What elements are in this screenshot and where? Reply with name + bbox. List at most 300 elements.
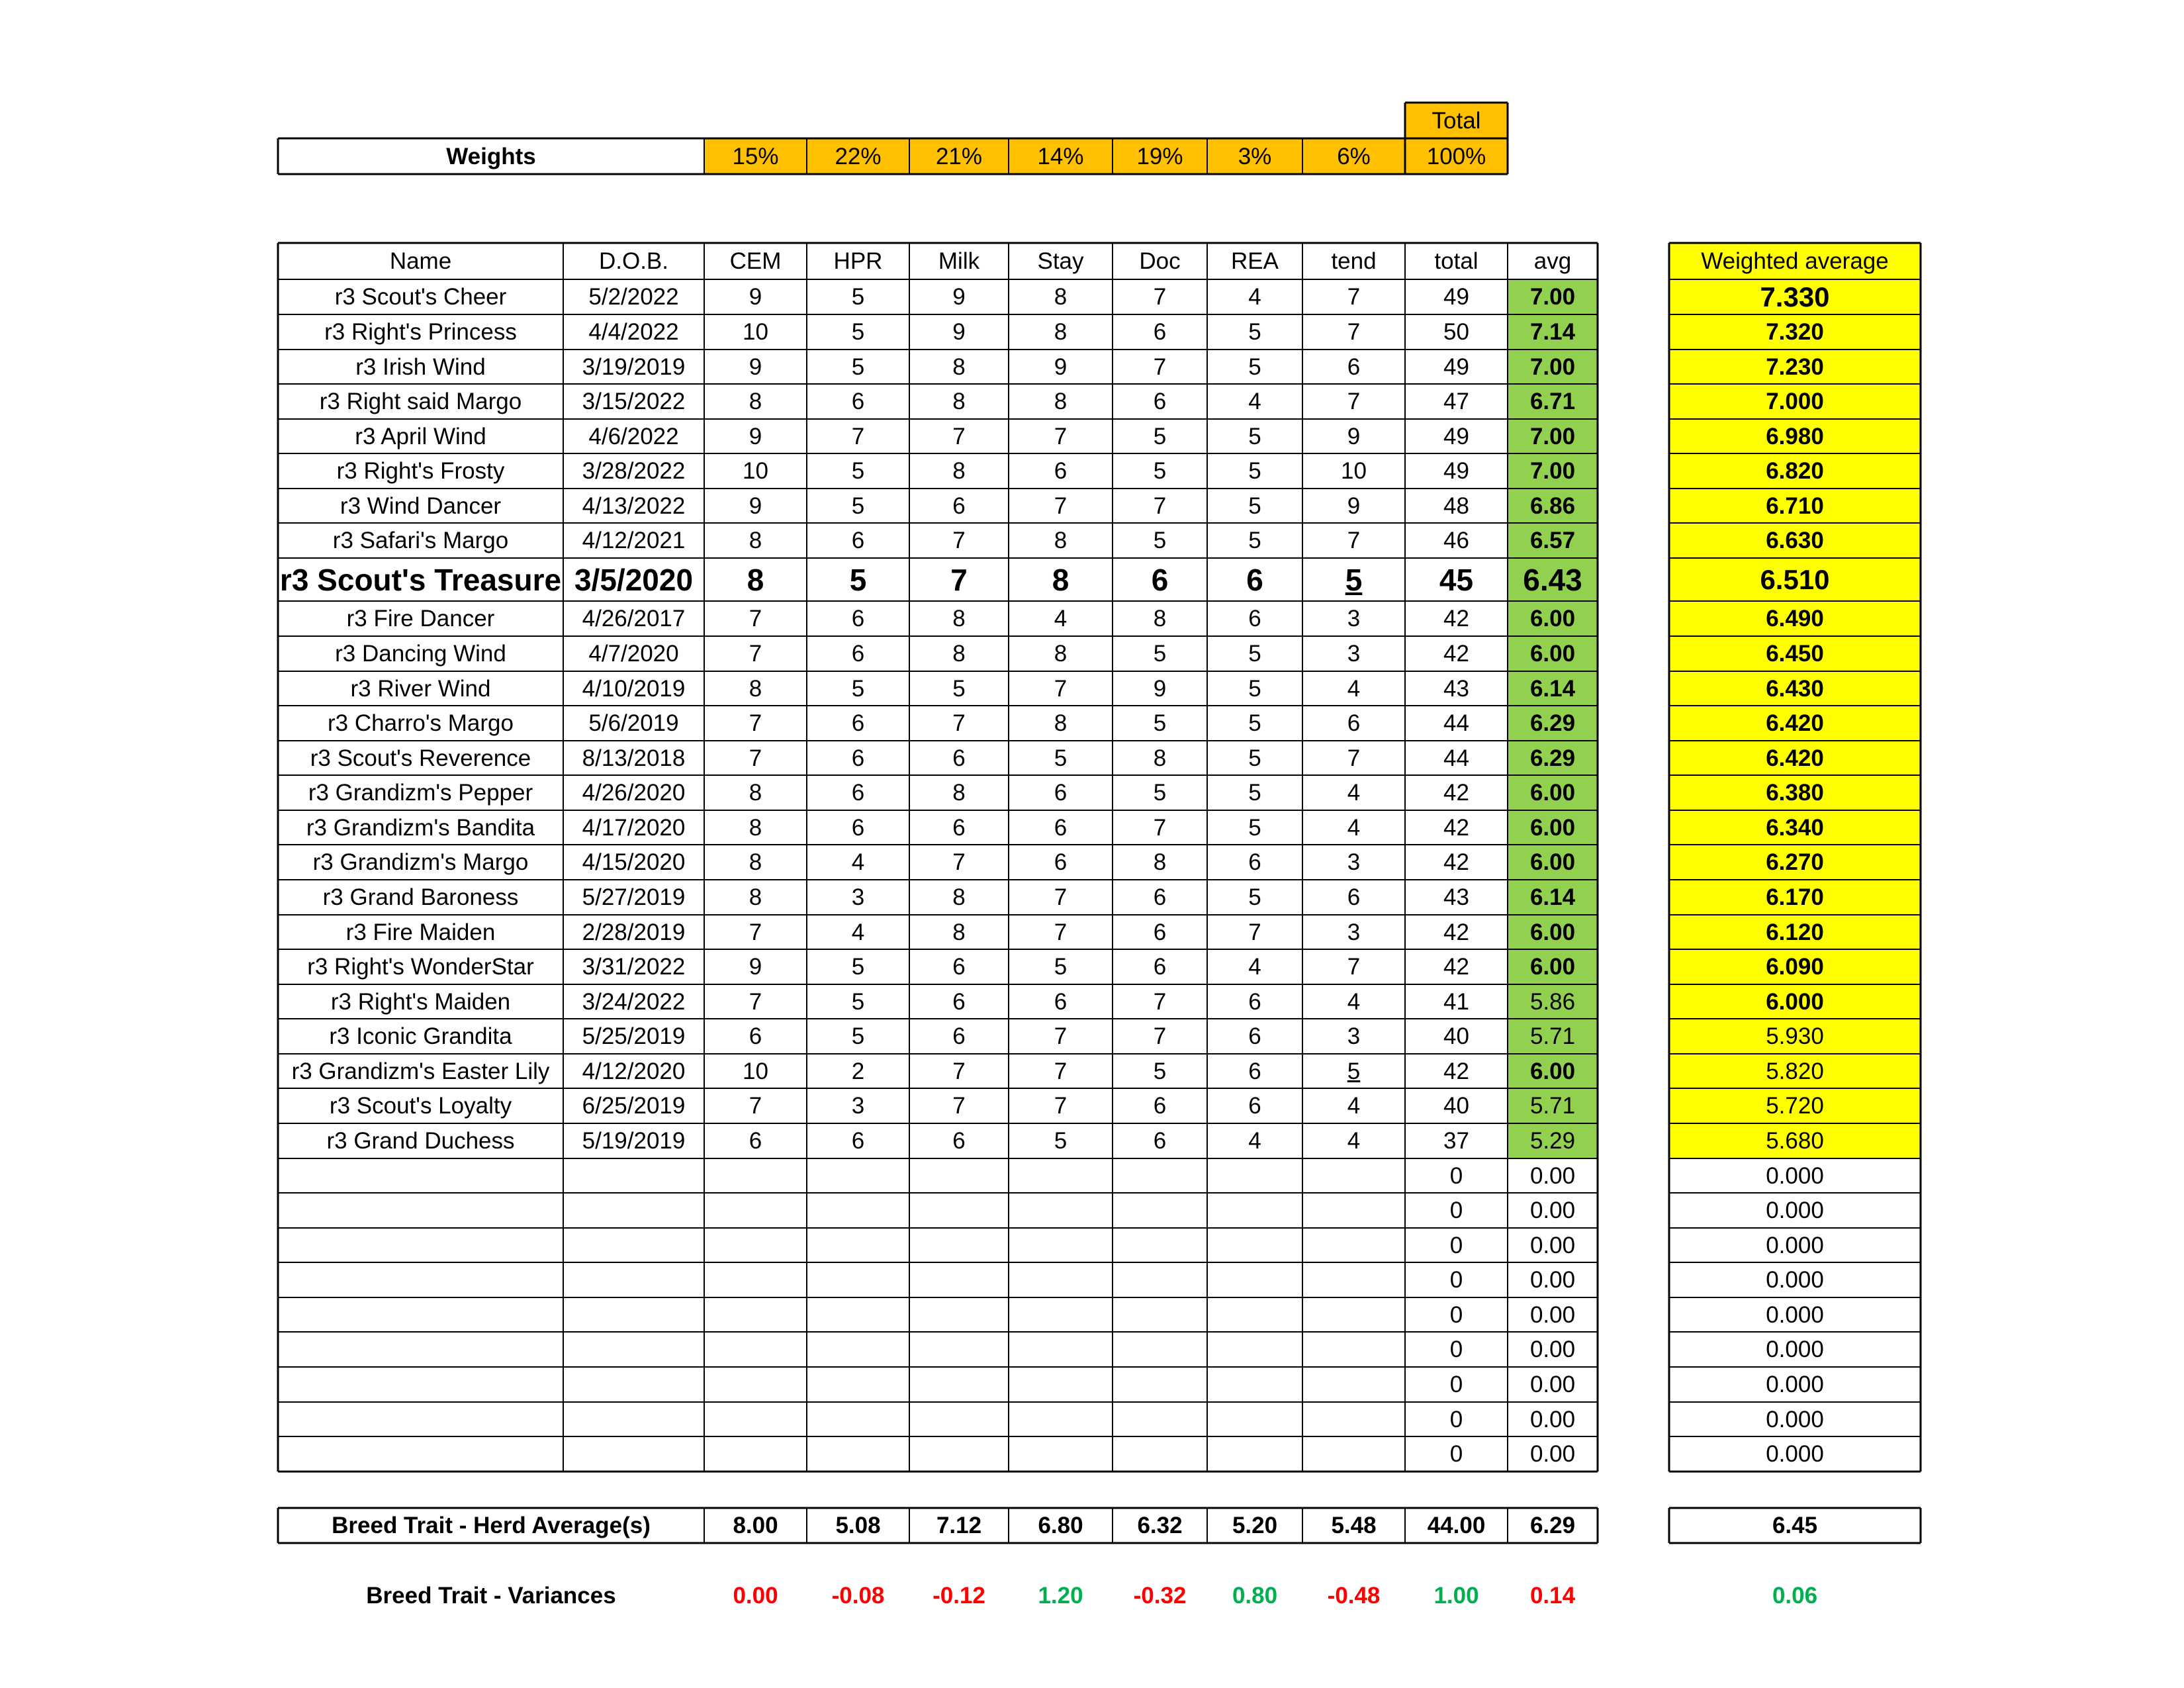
row-26-stay: [1009, 1158, 1113, 1193]
row-8-name: r3 Safari's Margo: [332, 528, 509, 553]
variance-rea: 0.80: [1232, 1583, 1278, 1609]
row-8-stay: 8: [1054, 528, 1068, 553]
weight-stay: 14%: [1009, 138, 1113, 174]
row-18-name: r3 Grand Baroness: [322, 884, 519, 910]
variance-total: 1.00: [1433, 1583, 1479, 1609]
row-10-tend: 3: [1347, 606, 1361, 632]
row-29-dob: [563, 1262, 704, 1297]
row-7-milk: 6: [952, 492, 966, 519]
row-31-avg: 0.00: [1529, 1336, 1576, 1362]
row-10-weighted-average: 6.490: [1669, 601, 1921, 636]
row-12-doc: 9: [1153, 675, 1167, 702]
row-33-tend: [1302, 1402, 1405, 1436]
row-31-dob: [563, 1332, 704, 1367]
row-25-dob: 5/19/2019: [582, 1128, 686, 1154]
row-31-rea: [1207, 1332, 1302, 1367]
row-25-avg: 5.29: [1508, 1123, 1598, 1158]
row-6-milk: 8: [952, 458, 966, 484]
row-18-rea: 5: [1248, 884, 1261, 910]
row-22-doc: 7: [1153, 1023, 1167, 1049]
variance-hpr: -0.08: [831, 1583, 885, 1609]
row-14-rea: 5: [1248, 745, 1261, 771]
row-4-rea: 4: [1248, 389, 1261, 414]
row-12-rea: 5: [1248, 675, 1261, 702]
row-26-rea: [1207, 1158, 1302, 1193]
row-25-name: r3 Grand Duchess: [326, 1128, 515, 1154]
row-13-weighted-average: 6.420: [1669, 706, 1921, 741]
row-14-cem: 7: [749, 745, 762, 771]
row-22-rea: 6: [1248, 1023, 1261, 1049]
row-16-dob: 4/17/2020: [582, 814, 686, 841]
herd-average-hpr: 5.08: [835, 1513, 881, 1538]
row-19-avg: 6.00: [1508, 915, 1598, 949]
weight-milk: 21%: [909, 138, 1009, 174]
row-6-dob: 3/28/2022: [582, 458, 686, 484]
row-24-hpr: 3: [851, 1093, 865, 1119]
row-34-dob: [563, 1436, 704, 1472]
row-29-rea: [1207, 1262, 1302, 1297]
row-2-doc: 6: [1153, 319, 1167, 345]
herd-average-rea: 5.20: [1232, 1513, 1278, 1538]
row-7-tend: 9: [1347, 492, 1361, 519]
row-30-rea: [1207, 1297, 1302, 1332]
variance-doc: -0.32: [1133, 1583, 1187, 1609]
row-27-dob: [563, 1193, 704, 1228]
row-8-milk: 7: [952, 528, 966, 553]
row-33-weighted-average: 0.000: [1766, 1406, 1824, 1432]
row-30-stay: [1009, 1297, 1113, 1332]
row-9-total: 45: [1439, 562, 1474, 597]
row-26-hpr: [807, 1158, 909, 1193]
herd-average-tend: 5.48: [1331, 1513, 1377, 1538]
row-1-name: r3 Scout's Cheer: [334, 284, 507, 310]
row-2-weighted-average: 7.320: [1669, 314, 1921, 350]
row-24-weighted-average: 5.720: [1669, 1088, 1921, 1123]
row-34-name: [278, 1436, 563, 1472]
row-4-weighted-average: 7.000: [1669, 384, 1921, 419]
row-18-avg: 6.14: [1508, 880, 1598, 915]
row-1-tend: 7: [1347, 284, 1361, 310]
row-31-hpr: [807, 1332, 909, 1367]
row-4-milk: 8: [952, 389, 966, 414]
row-33-hpr: [807, 1402, 909, 1436]
variance-cem: 0.00: [733, 1583, 778, 1609]
row-23-weighted-average: 5.820: [1669, 1054, 1921, 1088]
row-14-tend: 7: [1347, 745, 1361, 771]
row-32-cem: [704, 1367, 807, 1402]
row-18-total: 43: [1443, 884, 1469, 910]
row-28-name: [278, 1228, 563, 1262]
header-cem: CEM: [729, 248, 782, 274]
row-6-weighted-average: 6.820: [1669, 453, 1921, 489]
row-34-rea: [1207, 1436, 1302, 1472]
row-23-avg: 6.00: [1508, 1054, 1598, 1088]
row-17-total: 42: [1443, 849, 1469, 875]
herd-average-cem: 8.00: [733, 1513, 778, 1538]
row-6-avg: 7.00: [1508, 453, 1598, 489]
herd-average-milk: 7.12: [936, 1513, 982, 1538]
row-12-milk: 5: [952, 675, 966, 702]
row-32-rea: [1207, 1367, 1302, 1402]
row-21-cem: 7: [749, 988, 762, 1015]
row-32-tend: [1302, 1367, 1405, 1402]
row-30-dob: [563, 1297, 704, 1332]
row-27-doc: [1113, 1193, 1207, 1228]
row-10-milk: 8: [952, 606, 966, 632]
row-10-name: r3 Fire Dancer: [346, 606, 495, 632]
row-29-total: 0: [1449, 1267, 1463, 1293]
row-5-tend: 9: [1347, 423, 1361, 449]
row-1-rea: 4: [1248, 284, 1261, 310]
row-23-total: 42: [1443, 1058, 1469, 1084]
row-16-stay: 6: [1054, 814, 1068, 841]
row-29-avg: 0.00: [1529, 1267, 1576, 1293]
row-9-cem: 8: [747, 562, 764, 597]
row-9-weighted-average: 6.510: [1669, 558, 1921, 601]
row-1-total: 49: [1443, 284, 1469, 310]
row-9-tend: 5: [1345, 562, 1363, 597]
row-17-doc: 8: [1153, 849, 1167, 875]
row-22-weighted-average: 5.930: [1669, 1019, 1921, 1054]
row-12-stay: 7: [1054, 675, 1068, 702]
row-10-cem: 7: [749, 606, 762, 632]
row-4-stay: 8: [1054, 389, 1068, 414]
row-11-doc: 5: [1153, 641, 1167, 667]
row-28-weighted-average: 0.000: [1766, 1232, 1824, 1258]
row-11-avg: 6.00: [1508, 636, 1598, 671]
row-14-weighted-average: 6.420: [1669, 741, 1921, 775]
row-19-name: r3 Fire Maiden: [345, 919, 496, 945]
row-14-avg: 6.29: [1508, 741, 1598, 775]
row-10-rea: 6: [1248, 606, 1261, 632]
row-21-tend: 4: [1347, 988, 1361, 1015]
row-3-doc: 7: [1153, 353, 1167, 380]
row-34-weighted-average: 0.000: [1766, 1441, 1824, 1467]
row-24-total: 40: [1443, 1093, 1469, 1119]
row-9-hpr: 5: [849, 562, 867, 597]
row-19-weighted-average: 6.120: [1669, 915, 1921, 949]
row-9-stay: 8: [1052, 562, 1069, 597]
row-21-hpr: 5: [851, 988, 865, 1015]
row-26-total: 0: [1449, 1162, 1463, 1189]
row-19-cem: 7: [749, 919, 762, 945]
row-13-milk: 7: [952, 710, 966, 736]
row-13-cem: 7: [749, 710, 762, 736]
row-22-hpr: 5: [851, 1023, 865, 1049]
herd-average-avg: 6.29: [1529, 1513, 1576, 1538]
row-22-tend: 3: [1347, 1023, 1361, 1049]
row-25-weighted-average: 5.680: [1669, 1123, 1921, 1158]
row-17-tend: 3: [1347, 849, 1361, 875]
row-21-doc: 7: [1153, 988, 1167, 1015]
row-15-name: r3 Grandizm's Pepper: [308, 780, 533, 806]
variance-tend: -0.48: [1327, 1583, 1381, 1609]
row-3-cem: 9: [749, 353, 762, 380]
row-7-dob: 4/13/2022: [582, 492, 686, 519]
row-14-dob: 8/13/2018: [582, 745, 686, 771]
weights-total-header: Total: [1405, 103, 1508, 138]
row-6-cem: 10: [743, 458, 768, 484]
row-20-tend: 7: [1347, 954, 1361, 980]
row-18-cem: 8: [749, 884, 762, 910]
row-34-avg: 0.00: [1529, 1441, 1576, 1467]
row-29-milk: [909, 1262, 1009, 1297]
row-5-hpr: 7: [851, 423, 865, 449]
row-2-hpr: 5: [851, 319, 865, 345]
row-20-doc: 6: [1153, 954, 1167, 980]
variance-weighted: 0.06: [1772, 1583, 1818, 1609]
row-1-doc: 7: [1153, 284, 1167, 310]
row-7-weighted-average: 6.710: [1669, 489, 1921, 523]
row-21-rea: 6: [1248, 988, 1261, 1015]
row-8-dob: 4/12/2021: [582, 528, 686, 553]
row-25-cem: 6: [749, 1128, 762, 1154]
row-13-avg: 6.29: [1508, 706, 1598, 741]
row-25-total: 37: [1443, 1128, 1469, 1154]
row-5-avg: 7.00: [1508, 419, 1598, 453]
row-9-rea: 6: [1246, 562, 1263, 597]
row-30-cem: [704, 1297, 807, 1332]
row-12-avg: 6.14: [1508, 671, 1598, 706]
row-4-name: r3 Right said Margo: [319, 389, 522, 414]
row-16-doc: 7: [1153, 814, 1167, 841]
row-3-name: r3 Irish Wind: [355, 353, 486, 380]
row-15-weighted-average: 6.380: [1669, 775, 1921, 810]
row-20-milk: 6: [952, 954, 966, 980]
row-20-weighted-average: 6.090: [1669, 949, 1921, 984]
header-milk: Milk: [938, 248, 980, 274]
row-21-weighted-average: 6.000: [1669, 984, 1921, 1019]
row-23-cem: 10: [743, 1058, 768, 1084]
row-20-stay: 5: [1054, 954, 1068, 980]
variances-label: Breed Trait - Variances: [366, 1583, 616, 1609]
row-26-weighted-average: 0.000: [1766, 1162, 1824, 1189]
row-23-name: r3 Grandizm's Easter Lily: [291, 1058, 550, 1084]
row-26-milk: [909, 1158, 1009, 1193]
row-29-cem: [704, 1262, 807, 1297]
row-13-doc: 5: [1153, 710, 1167, 736]
header-d-o-b-: D.O.B.: [598, 248, 669, 274]
row-33-dob: [563, 1402, 704, 1436]
row-3-stay: 9: [1054, 353, 1068, 380]
row-13-dob: 5/6/2019: [588, 710, 679, 736]
row-26-avg: 0.00: [1529, 1162, 1576, 1189]
row-19-stay: 7: [1054, 919, 1068, 945]
row-18-stay: 7: [1054, 884, 1068, 910]
row-31-cem: [704, 1332, 807, 1367]
row-12-tend: 4: [1347, 675, 1361, 702]
row-22-avg: 5.71: [1508, 1019, 1598, 1054]
row-17-avg: 6.00: [1508, 845, 1598, 880]
header-name: Name: [389, 248, 452, 274]
row-26-tend: [1302, 1158, 1405, 1193]
row-2-total: 50: [1443, 319, 1469, 345]
row-21-avg: 5.86: [1508, 984, 1598, 1019]
row-6-rea: 5: [1248, 458, 1261, 484]
row-12-name: r3 River Wind: [350, 675, 491, 702]
herd-average-weighted: 6.45: [1772, 1513, 1818, 1538]
row-11-milk: 8: [952, 641, 966, 667]
row-11-name: r3 Dancing Wind: [335, 641, 506, 667]
row-27-avg: 0.00: [1529, 1197, 1576, 1223]
row-17-weighted-average: 6.270: [1669, 845, 1921, 880]
row-29-weighted-average: 0.000: [1766, 1267, 1824, 1293]
row-4-hpr: 6: [851, 389, 865, 414]
row-5-milk: 7: [952, 423, 966, 449]
row-6-name: r3 Right's Frosty: [336, 458, 505, 484]
row-21-dob: 3/24/2022: [582, 988, 686, 1015]
row-28-dob: [563, 1228, 704, 1262]
row-20-dob: 3/31/2022: [582, 954, 686, 980]
row-7-rea: 5: [1248, 492, 1261, 519]
row-30-weighted-average: 0.000: [1766, 1301, 1824, 1328]
row-13-tend: 6: [1347, 710, 1361, 736]
row-1-dob: 5/2/2022: [588, 284, 679, 310]
row-11-dob: 4/7/2020: [588, 641, 679, 667]
row-25-stay: 5: [1054, 1128, 1068, 1154]
herd-average-stay: 6.80: [1038, 1513, 1083, 1538]
weight-cem: 15%: [704, 138, 807, 174]
row-22-stay: 7: [1054, 1023, 1068, 1049]
row-11-total: 42: [1443, 641, 1469, 667]
row-29-stay: [1009, 1262, 1113, 1297]
row-7-avg: 6.86: [1508, 489, 1598, 523]
row-16-name: r3 Grandizm's Bandita: [306, 814, 535, 841]
row-34-total: 0: [1449, 1441, 1463, 1467]
row-27-cem: [704, 1193, 807, 1228]
row-21-name: r3 Right's Maiden: [330, 988, 511, 1015]
row-16-weighted-average: 6.340: [1669, 810, 1921, 845]
row-19-rea: 7: [1248, 919, 1261, 945]
row-25-tend: 4: [1347, 1128, 1361, 1154]
header-weighted-average: Weighted average: [1669, 243, 1921, 279]
row-17-name: r3 Grandizm's Margo: [312, 849, 529, 875]
row-2-tend: 7: [1347, 319, 1361, 345]
row-16-cem: 8: [749, 814, 762, 841]
row-16-milk: 6: [952, 814, 966, 841]
row-33-rea: [1207, 1402, 1302, 1436]
row-16-tend: 4: [1347, 814, 1361, 841]
row-21-milk: 6: [952, 988, 966, 1015]
row-16-hpr: 6: [851, 814, 865, 841]
row-34-stay: [1009, 1436, 1113, 1472]
header-spacer: [1598, 243, 1669, 279]
row-14-milk: 6: [952, 745, 966, 771]
row-18-doc: 6: [1153, 884, 1167, 910]
variance-milk: -0.12: [933, 1583, 985, 1609]
row-22-name: r3 Iconic Grandita: [329, 1023, 512, 1049]
row-5-doc: 5: [1153, 423, 1167, 449]
row-12-hpr: 5: [851, 675, 865, 702]
row-27-hpr: [807, 1193, 909, 1228]
row-8-rea: 5: [1248, 528, 1261, 553]
row-22-dob: 5/25/2019: [582, 1023, 686, 1049]
row-30-avg: 0.00: [1529, 1301, 1576, 1328]
row-11-tend: 3: [1347, 641, 1361, 667]
row-34-milk: [909, 1436, 1009, 1472]
row-3-dob: 3/19/2019: [582, 353, 686, 380]
row-23-tend: 5: [1347, 1058, 1361, 1084]
header-total: total: [1434, 248, 1479, 274]
row-6-total: 49: [1443, 458, 1469, 484]
herd-average-label: Breed Trait - Herd Average(s): [332, 1513, 651, 1538]
row-20-rea: 4: [1248, 954, 1261, 980]
row-2-avg: 7.14: [1508, 314, 1598, 350]
row-15-total: 42: [1443, 780, 1469, 806]
row-18-weighted-average: 6.170: [1669, 880, 1921, 915]
row-1-weighted-average: 7.330: [1669, 279, 1921, 314]
row-19-dob: 2/28/2019: [582, 919, 686, 945]
weight-rea: 3%: [1207, 138, 1302, 174]
row-3-rea: 5: [1248, 353, 1261, 380]
row-2-stay: 8: [1054, 319, 1068, 345]
row-7-name: r3 Wind Dancer: [340, 492, 502, 519]
row-26-doc: [1113, 1158, 1207, 1193]
row-2-cem: 10: [743, 319, 768, 345]
row-13-name: r3 Charro's Margo: [328, 710, 514, 736]
row-17-stay: 6: [1054, 849, 1068, 875]
row-32-doc: [1113, 1367, 1207, 1402]
row-1-milk: 9: [952, 284, 966, 310]
row-27-name: [278, 1193, 563, 1228]
row-19-tend: 3: [1347, 919, 1361, 945]
row-20-hpr: 5: [851, 954, 865, 980]
row-22-milk: 6: [952, 1023, 966, 1049]
row-33-total: 0: [1449, 1406, 1463, 1432]
row-23-milk: 7: [952, 1058, 966, 1084]
row-1-avg: 7.00: [1508, 279, 1598, 314]
weight-tend: 6%: [1302, 138, 1405, 174]
row-33-stay: [1009, 1402, 1113, 1436]
row-10-total: 42: [1443, 606, 1469, 632]
row-34-cem: [704, 1436, 807, 1472]
row-31-stay: [1009, 1332, 1113, 1367]
row-2-milk: 9: [952, 319, 966, 345]
row-23-rea: 6: [1248, 1058, 1261, 1084]
row-10-dob: 4/26/2017: [582, 606, 686, 632]
row-33-name: [278, 1402, 563, 1436]
row-33-doc: [1113, 1402, 1207, 1436]
weight-doc: 19%: [1113, 138, 1207, 174]
row-10-avg: 6.00: [1508, 601, 1598, 636]
header-stay: Stay: [1037, 248, 1084, 274]
row-28-hpr: [807, 1228, 909, 1262]
row-1-hpr: 5: [851, 284, 865, 310]
row-18-tend: 6: [1347, 884, 1361, 910]
row-12-total: 43: [1443, 675, 1469, 702]
row-11-rea: 5: [1248, 641, 1261, 667]
row-33-milk: [909, 1402, 1009, 1436]
row-32-stay: [1009, 1367, 1113, 1402]
weights-total: 100%: [1405, 138, 1508, 174]
row-32-name: [278, 1367, 563, 1402]
row-20-total: 42: [1443, 954, 1469, 980]
row-24-rea: 6: [1248, 1093, 1261, 1119]
row-32-dob: [563, 1367, 704, 1402]
row-8-hpr: 6: [851, 528, 865, 553]
row-31-name: [278, 1332, 563, 1367]
row-5-cem: 9: [749, 423, 762, 449]
row-8-avg: 6.57: [1508, 523, 1598, 558]
row-34-doc: [1113, 1436, 1207, 1472]
row-27-rea: [1207, 1193, 1302, 1228]
row-6-stay: 6: [1054, 458, 1068, 484]
row-21-total: 41: [1443, 988, 1469, 1015]
row-24-name: r3 Scout's Loyalty: [329, 1093, 512, 1119]
row-5-total: 49: [1443, 423, 1469, 449]
row-4-total: 47: [1443, 389, 1469, 414]
row-3-weighted-average: 7.230: [1669, 350, 1921, 384]
